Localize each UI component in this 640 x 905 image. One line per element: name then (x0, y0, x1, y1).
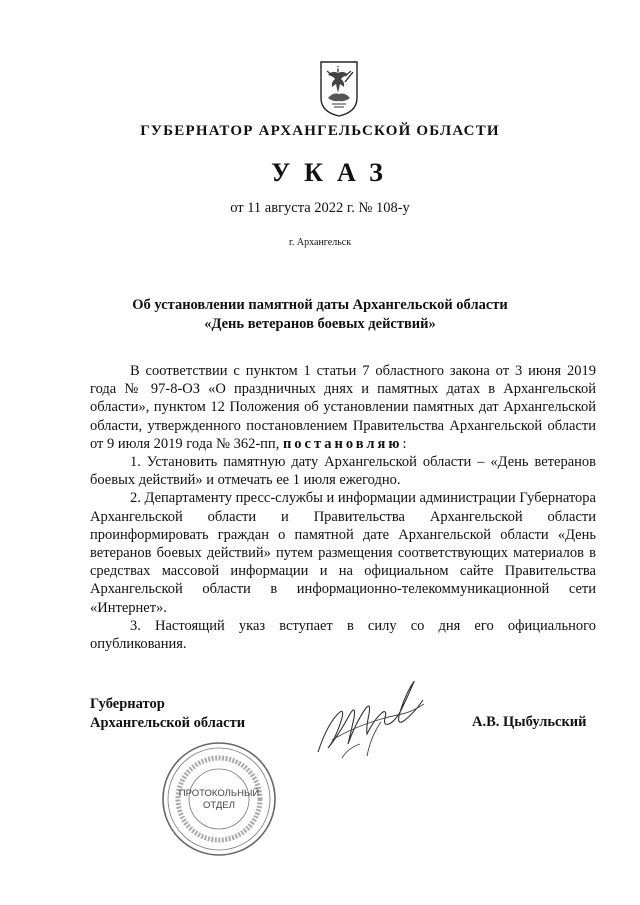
place-of-issue: г. Архангельск (288, 237, 352, 248)
decree-title (0, 296, 640, 334)
signer-position-line1: Губернатор (90, 696, 165, 712)
arkhangelsk-coat-of-arms-icon (318, 60, 360, 118)
preamble-text: В соответствии с пунктом 1 статьи 7 областного закона от 3 июня 2019 года № 97-8-ОЗ «О праздничных днях и памятных датах в Архангельской области», пунктом 12 Положения об установлении памятных дат Архангельской области, утвержденного постановлением Правительства Архангельской области от 9 июля 2019 года № 362-пп, (90, 363, 596, 452)
handwritten-signature-icon (312, 680, 442, 765)
signer-position-line2: Архангельской области (90, 715, 246, 731)
official-round-seal-icon (160, 740, 278, 858)
decree-title-line1: Об установлении памятной даты Архангельской области (132, 297, 508, 313)
issuing-authority: ГУБЕРНАТОР АРХАНГЕЛЬСКОЙ ОБЛАСТИ (140, 123, 500, 139)
date-and-number: от 11 августа 2022 г. № 108-у (230, 200, 410, 216)
item-2: 2. Департаменту пресс-службы и информации администрации Губернатора Архангельской области и Правительства Архангельской области проинформировать граждан о памятной дате Архангельской области «День ветеранов боевых действий» путем размещения соответствующих материалов в средствах массовой информации и на официальном сайте Правительства Архангельской области в информационно-телекоммуникационной сети «Интернет». (90, 490, 596, 616)
decree-word: постановляю (282, 435, 403, 452)
seal-center-line2: ОТДЕЛ (203, 800, 235, 811)
decree-title-line2: «День ветеранов боевых действий» (204, 316, 436, 332)
signer-position (90, 695, 245, 733)
item-3: 3. Настоящий указ вступает в силу со дня его официального опубликования. (90, 617, 596, 653)
preamble-paragraph (90, 362, 596, 453)
decree-colon: : (402, 435, 407, 452)
item-1: 1. Установить памятную дату Архангельской области – «День ветеранов боевых действий» и отмечать ее 1 июля ежегодно. (90, 454, 596, 489)
document-type: УКАЗ (271, 158, 397, 187)
seal-center-line1: ПРОТОКОЛЬНЫЙ (178, 788, 260, 799)
decree-body (90, 362, 596, 653)
signer-name: А.В. Цыбульский (472, 714, 587, 730)
